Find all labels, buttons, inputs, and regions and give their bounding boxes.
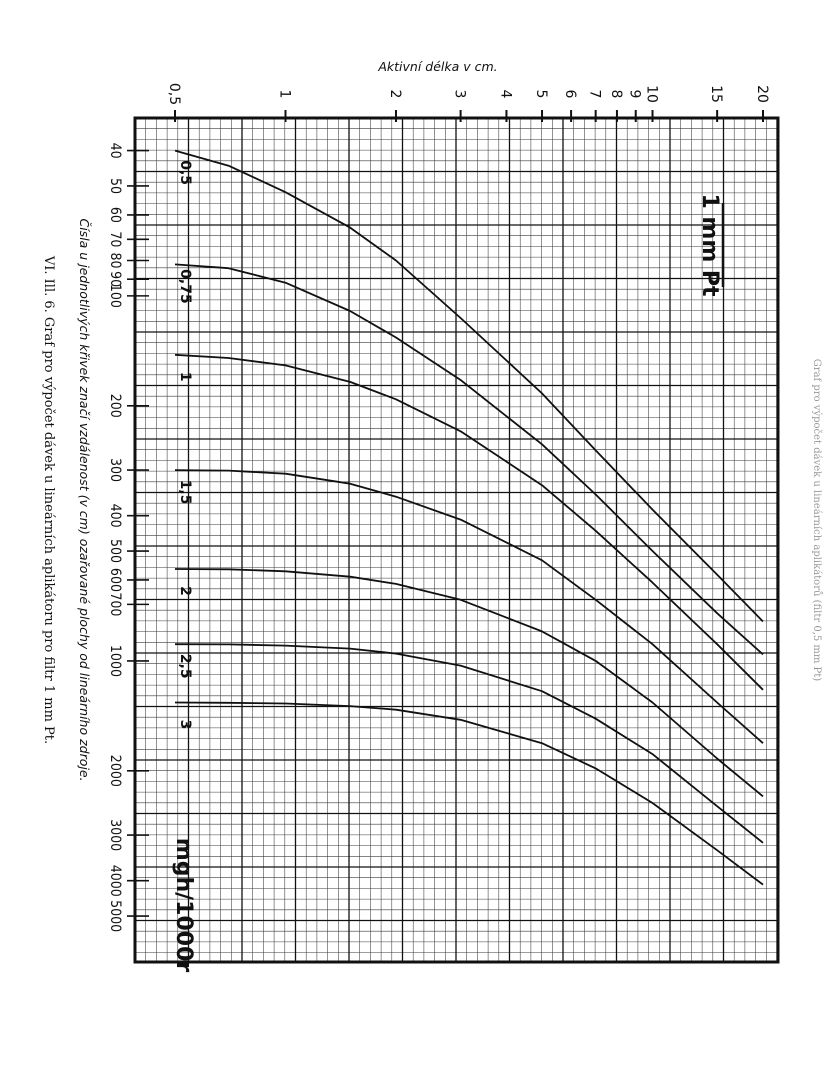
legend-note-text: Čísla u jednotlivých křivek značí vzdálenost (v cm) ozařované plochy od lineárního zdroje. xyxy=(77,218,92,782)
x-tick-label: 1 xyxy=(276,89,293,99)
x-tick-label: 6 xyxy=(562,89,579,99)
y-tick-label: 400 xyxy=(107,503,123,528)
filter-annotation xyxy=(697,193,723,297)
x-axis-title: Aktivní délka v cm. xyxy=(378,59,498,74)
x-tick-label: 4 xyxy=(497,89,514,99)
y-tick-label: 70 xyxy=(107,231,123,248)
y-tick-label: 300 xyxy=(107,458,123,483)
y-tick-label: 60 xyxy=(107,206,123,223)
figure-caption-text: VI. Ill. 6. Graf pro výpočet dávek u lineárních aplikátoru pro filtr 1 mm Pt. xyxy=(41,255,56,745)
series-label: 0,5 xyxy=(177,160,193,186)
x-tick-label: 3 xyxy=(451,89,468,99)
x-tick-label: 2 xyxy=(386,89,403,99)
x-tick-label: 9 xyxy=(626,89,643,99)
unit-annotation xyxy=(171,838,196,973)
y-tick-label: 700 xyxy=(107,592,123,617)
bleed-through-text: Graf pro výpočet dávek u lineárních aplikátorů (filtr 0,5 mm Pt) xyxy=(811,358,822,682)
legend-note xyxy=(77,218,92,781)
y-tick-label: 40 xyxy=(107,142,123,159)
y-tick-label: 200 xyxy=(107,393,123,418)
filter-label: 1 mm Pt xyxy=(697,193,722,297)
y-tick-label: 2000 xyxy=(107,754,123,787)
y-tick-label: 80 xyxy=(107,252,123,269)
y-tick-label: 500 xyxy=(107,539,123,564)
x-tick-label: 5 xyxy=(533,89,550,99)
y-tick-label: 4000 xyxy=(107,864,123,897)
y-tick-label: 1000 xyxy=(107,644,123,677)
y-tick-label: 5000 xyxy=(107,900,123,933)
x-tick-label: 7 xyxy=(586,89,603,99)
bleed-through xyxy=(811,359,823,682)
x-tick-label: 10 xyxy=(643,85,660,103)
y-tick-label: 50 xyxy=(107,177,123,195)
series-label: 2 xyxy=(177,586,193,596)
series-label: 1,5 xyxy=(177,479,193,505)
y-tick-label: 3000 xyxy=(107,819,123,852)
y-tick-label: 600 xyxy=(107,567,123,592)
y-tick-label: 100 xyxy=(107,283,123,308)
unit-label: mgh/1000r xyxy=(171,837,196,973)
series-label: 3 xyxy=(177,719,193,730)
x-tick-label: 0,5 xyxy=(166,82,182,106)
x-tick-label: 8 xyxy=(607,89,624,99)
series-label: 0,75 xyxy=(177,269,193,304)
series-label: 2,5 xyxy=(177,653,193,679)
x-tick-label: 20 xyxy=(754,85,770,103)
figure-caption xyxy=(41,255,56,744)
y-tick-label: 90 xyxy=(107,271,123,288)
series-label: 1 xyxy=(177,371,193,382)
x-tick-label: 15 xyxy=(708,85,725,103)
